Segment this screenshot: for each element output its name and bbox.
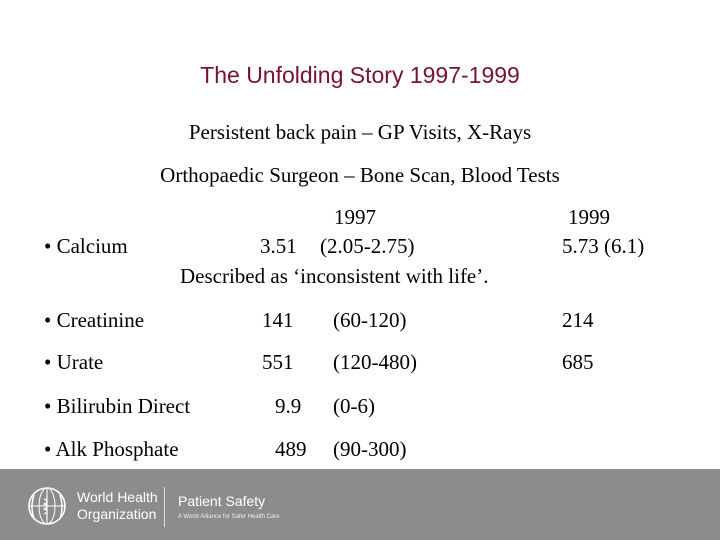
row-value-1997-alk-phosphate: 489 <box>275 437 307 461</box>
row-value-1997-bilirubin: 9.9 <box>275 394 302 418</box>
row-label-urate: • Urate <box>44 350 104 374</box>
row-value-1999-creatinine: 214 <box>562 308 594 332</box>
subtitle-gp-visits: Persistent back pain – GP Visits, X-Rays <box>188 120 532 144</box>
calcium-value-1999: 5.73 (6.1) <box>562 234 645 258</box>
year-header-1999: 1999 <box>568 205 610 229</box>
slide-title: The Unfolding Story 1997-1999 <box>200 62 520 88</box>
row-label-bilirubin: • Bilirubin Direct <box>44 394 191 418</box>
row-range-alk-phosphate: (90-300) <box>333 437 407 461</box>
who-name <box>77 489 158 523</box>
who-emblem-icon <box>26 485 68 532</box>
calcium-value-1997: 3.51 <box>260 234 297 258</box>
row-label-alk-phosphate: • Alk Phosphate <box>44 437 179 461</box>
alliance-tagline: A World Alliance for Safer Health Care <box>178 514 280 520</box>
row-value-1997-creatinine: 141 <box>262 308 294 332</box>
calcium-range: (2.05-2.75) <box>320 234 415 258</box>
calcium-label: • Calcium <box>44 234 128 258</box>
patient-safety-label: Patient Safety <box>178 493 266 509</box>
row-label-creatinine: • Creatinine <box>44 308 145 332</box>
calcium-note: Described as ‘inconsistent with life’. <box>180 264 489 288</box>
subtitle-orthopaedic: Orthopaedic Surgeon – Bone Scan, Blood Tests <box>160 163 560 187</box>
year-header-1997: 1997 <box>334 205 376 229</box>
footer-divider <box>164 487 165 527</box>
row-range-urate: (120-480) <box>333 350 417 374</box>
row-range-creatinine: (60-120) <box>333 308 407 332</box>
row-range-bilirubin: (0-6) <box>333 394 375 418</box>
row-value-1999-urate: 685 <box>562 350 594 374</box>
who-name-line2: Organization <box>77 506 157 522</box>
footer-bar <box>0 469 720 540</box>
who-name-line1: World Health <box>77 489 158 505</box>
row-value-1997-urate: 551 <box>262 350 294 374</box>
